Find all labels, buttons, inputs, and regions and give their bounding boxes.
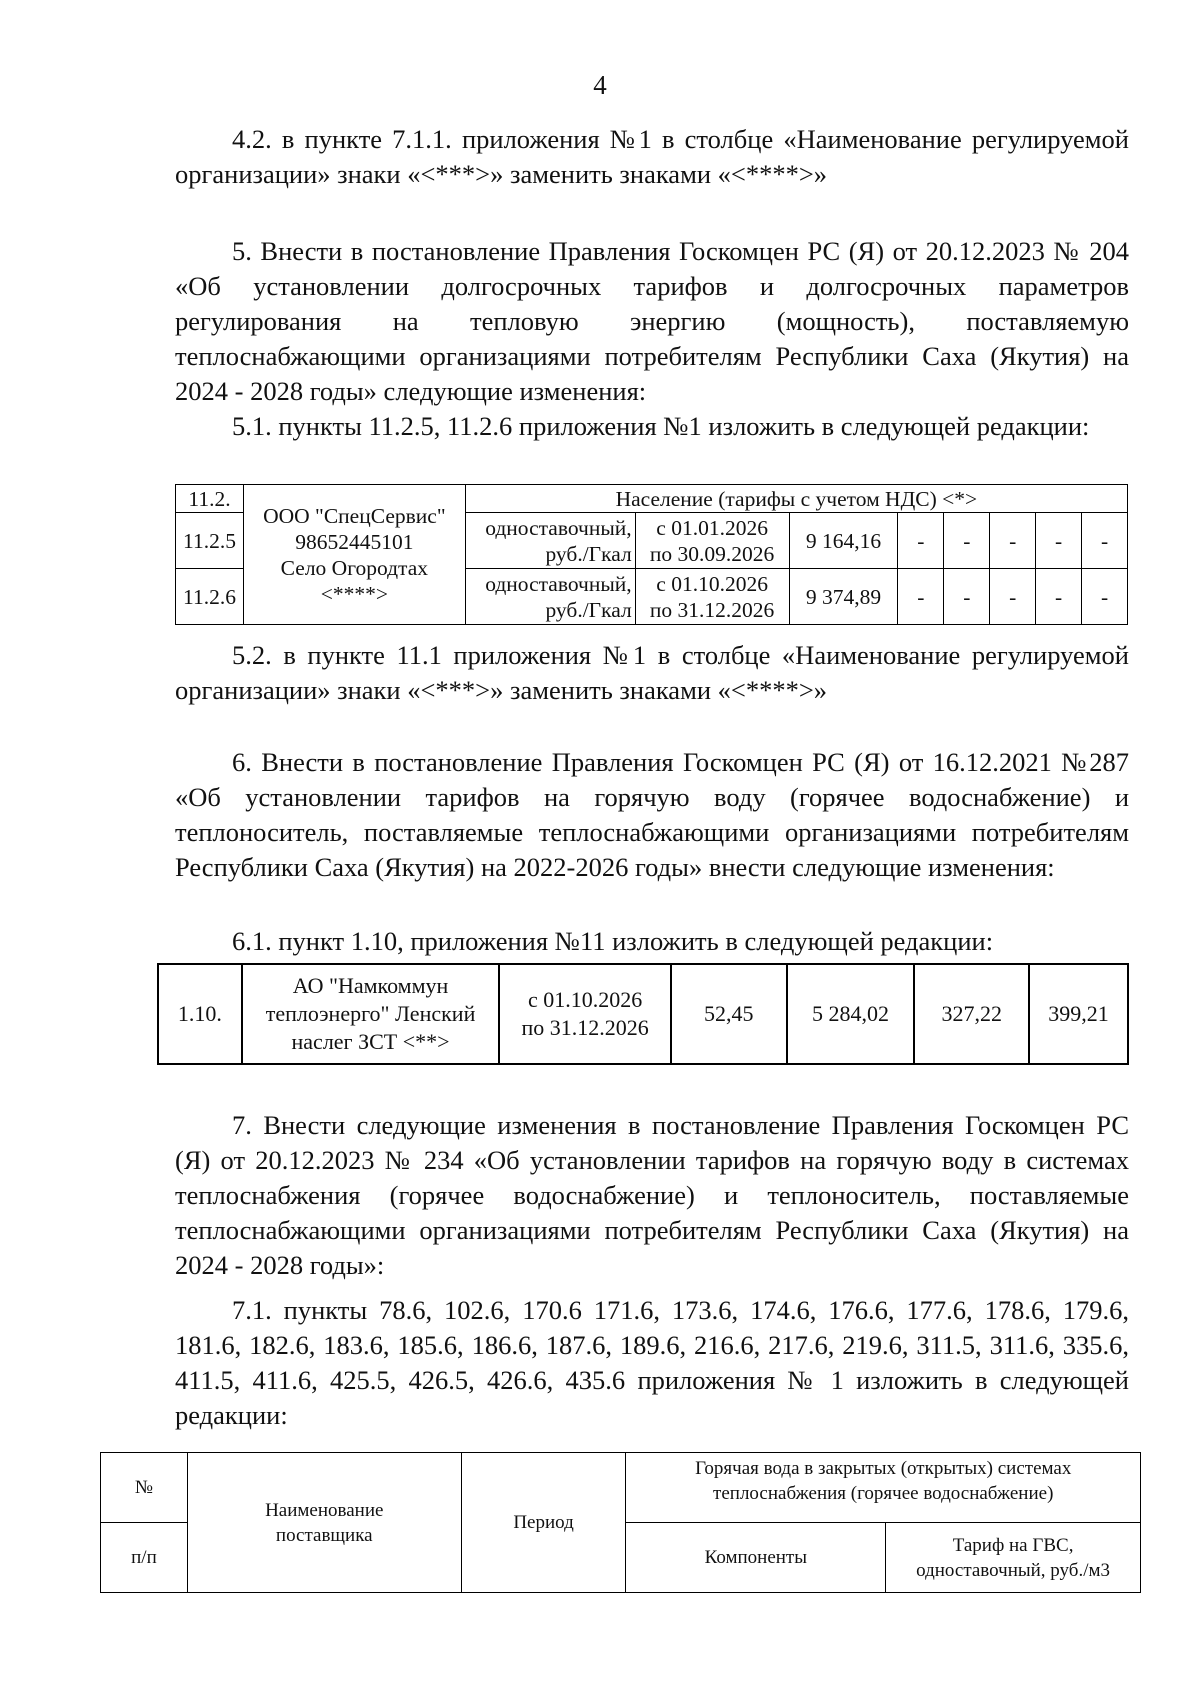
dash-cell: - xyxy=(1082,569,1128,625)
hot-water-group-header: Горячая вода в закрытых (открытых) системах теплоснабжения (горячее водоснабжение) xyxy=(626,1453,1141,1523)
tariff-value-cell: 9 164,16 xyxy=(789,513,898,569)
dash-cell: - xyxy=(990,569,1036,625)
tariff-type-cell: одноставочный, руб./Гкал xyxy=(465,569,635,625)
group-number-cell: 11.2. xyxy=(176,485,244,513)
dash-cell: - xyxy=(1036,513,1082,569)
pp-header: п/п xyxy=(101,1523,188,1593)
dash-cell: - xyxy=(1082,513,1128,569)
dash-cell: - xyxy=(990,513,1036,569)
organization-cell: ООО "СпецСервис" 98652445101 Село Огородтах <****> xyxy=(243,485,465,625)
row-number-cell: 11.2.5 xyxy=(176,513,244,569)
value-cell: 5 284,02 xyxy=(787,964,915,1064)
tariff-value-cell: 9 374,89 xyxy=(789,569,898,625)
page-number: 4 xyxy=(593,70,607,100)
period-header: Период xyxy=(461,1453,626,1593)
paragraph-5-1: 5.1. пункты 11.2.5, 11.2.6 приложения №1 изложить в следующей редакции: xyxy=(232,411,1090,441)
period-cell: с 01.10.2026 по 31.12.2026 xyxy=(635,569,789,625)
value-cell: 52,45 xyxy=(671,964,787,1064)
tariff-table-heat xyxy=(175,484,1128,625)
dash-cell: - xyxy=(944,513,990,569)
supplier-header: Наименование поставщика xyxy=(187,1453,461,1593)
row-number-cell: 11.2.6 xyxy=(176,569,244,625)
paragraph-5: 5. Внести в постановление Правления Госкомцен РС (Я) от 20.12.2023 № 204 «Об установлении долгосрочных тарифов и долгосрочных параметров регулирования на тепловую энергию (мощность), поставляемую теплоснабжающими организациями потребителям Республики Саха (Якутия) на 2024 - 2028 годы» следующие изменения: xyxy=(175,236,1129,406)
population-header: Население (тарифы с учетом НДС) <*> xyxy=(465,485,1127,513)
organization-cell: АО "Намкоммун теплоэнерго" Ленский наслег ЗСТ <**> xyxy=(242,964,499,1064)
paragraph-6-1: 6.1. пункт 1.10, приложения №11 изложить в следующей редакции: xyxy=(232,926,994,956)
value-cell: 327,22 xyxy=(914,964,1029,1064)
paragraph-5-2: 5.2. в пункте 11.1 приложения №1 в столбце «Наименование регулируемой организации» знаки «<***>» заменить знаками «<****>» xyxy=(175,640,1129,705)
paragraph-6: 6. Внести в постановление Правления Госкомцен РС (Я) от 16.12.2021 №287 «Об установлении тарифов на горячую воду (горячее водоснабжение) и теплоноситель, поставляемые теплоснабжающими организациями потребителям Республики Саха (Якутия) на 2022-2026 годы» внести следующие изменения: xyxy=(175,747,1129,882)
item-number-cell: 1.10. xyxy=(158,964,242,1064)
components-header: Компоненты xyxy=(626,1523,886,1593)
number-header: № xyxy=(101,1453,188,1523)
dash-cell: - xyxy=(1036,569,1082,625)
tariff-header: Тариф на ГВС, одноставочный, руб./м3 xyxy=(886,1523,1141,1593)
paragraph-7-1: 7.1. пункты 78.6, 102.6, 170.6 171.6, 173.6, 174.6, 176.6, 177.6, 178.6, 179.6, 181.6, 182.6, 183.6, 185.6, 186.6, 187.6, 189.6, 216.6, 217.6, 219.6, 311.5, 311.6, 335.6, 411.5, 411.6, 425.5, 426.5, 426.6, 435.6 приложения № 1 изложить в следующей редакции: xyxy=(175,1295,1129,1430)
dash-cell: - xyxy=(898,569,944,625)
period-cell: с 01.01.2026 по 30.09.2026 xyxy=(635,513,789,569)
paragraph-7: 7. Внести следующие изменения в постановление Правления Госкомцен РС (Я) от 20.12.2023 № 234 «Об установлении тарифов на горячую воду в системах теплоснабжения (горячее водоснабжение) и теплоноситель, поставляемые теплоснабжающими организациями потребителям Республики Саха (Якутия) на 2024 - 2028 годы»: xyxy=(175,1110,1129,1280)
tariff-type-cell: одноставочный, руб./Гкал xyxy=(465,513,635,569)
paragraph-4-2: 4.2. в пункте 7.1.1. приложения №1 в столбце «Наименование регулируемой организации» знаки «<***>» заменить знаками «<****>» xyxy=(175,124,1129,189)
dash-cell: - xyxy=(944,569,990,625)
dash-cell: - xyxy=(898,513,944,569)
tariff-table-water xyxy=(157,963,1129,1065)
value-cell: 399,21 xyxy=(1029,964,1128,1064)
header-table-hot-water xyxy=(100,1452,1141,1593)
period-cell: с 01.10.2026 по 31.12.2026 xyxy=(499,964,671,1064)
